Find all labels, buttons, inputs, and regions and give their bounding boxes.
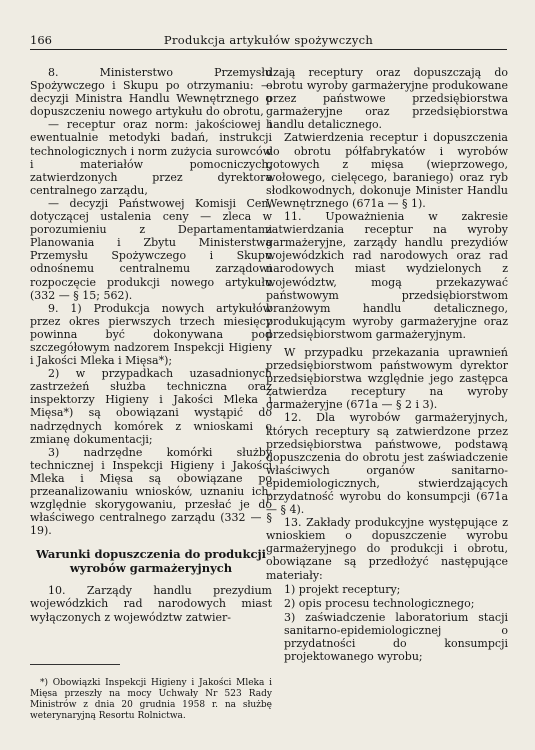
left-column (30, 66, 272, 624)
page-header (30, 33, 507, 50)
paragraph-uprawnienia: W przypadku przekazania uprawnień przedsiębiorstwom państwowym dyrektor przedsiębiorstwa względnie jego zastępca zatwierdza receptury na wyroby garmażeryjne (671a — § 2 i 3). (266, 345, 508, 412)
section-heading: Warunki dopuszczenia do produkcji wyrobów garmażeryjnych (35, 547, 267, 575)
footnote: *) Obowiązki Inspekcji Higieny i Jakości Mleka i Mięsa przeszły na mocy Uchwały Nr 523 Rady Ministrów z dnia 20 grudnia 1958 r. na służbę weterynaryjną Resortu Rolnictwa. (30, 678, 272, 721)
paragraph-12: 12. Dla wyrobów garmażeryjnych, których receptury są zatwierdzone przez przedsiębiorstwa państwowe, podstawą dopuszczenia do obrotu jest zaświadczenie właściwych organów sanitarno-epidemiologicznych, stwierdzających przydatność wyrobu do konsumpcji (671a — § 4). (266, 411, 508, 517)
list-item: 3) zaświadczenie laboratorium stacji sanitarno-epidemiologicznej o przydatności do konsumpcji projektowanego wyrobu; (284, 610, 508, 664)
running-title: Produkcja artykułów spożywczych (163, 33, 374, 47)
list-item: 2) opis procesu technologicznego; (284, 596, 475, 610)
paragraph-10: 10. Zarządy handlu prezydium wojewódzkich rad narodowych miast wyłączonych z województw zatwier- (30, 584, 272, 624)
paragraph-8-receptur: — receptur oraz norm: jakościowej i ewentualnie metodyki badań, instrukcji technologicznych i norm zużycia surowców i materiałów pomocniczych, zatwierdzonych przez dyrektora centralnego zarządu, (30, 118, 272, 197)
page-number: 166 (30, 33, 52, 47)
paragraph-10-continued: dzają receptury oraz dopuszczają do obrotu wyroby garmażeryjne produkowane przez państwowe przedsiębiorstwa garmażeryjne oraz przedsiębiorstwa handlu detalicznego. (266, 66, 508, 132)
paragraph-9-1: 9. 1) Produkcja nowych artykułów przez okres pierwszych trzech miesięcy powinna być dokonywana pod szczegółowym nadzorem Inspekcji Higieny i Jakości Mleka i Mięsa*); (30, 301, 272, 368)
paragraph-9-2: 2) w przypadkach uzasadnionych zastrzeżeń służba techniczna oraz inspektorzy Higieny i Jakości Mleka i Mięsa*) są obowiązani wystąpić do nadrzędnych komórek z wnioskami o zmianę dokumentacji; (30, 367, 272, 446)
paragraph-8: 8. Ministerstwo Przemysłu Spożywczego i Skupu po otrzymaniu: — decyzji Ministra Handlu Wewnętrznego o dopuszczeniu nowego artykułu do obrotu, (30, 66, 272, 119)
footnote-divider (30, 664, 120, 665)
list-item: 1) projekt receptury; (284, 582, 401, 596)
paragraph-11: 11. Upoważnienia w zakresie zatwierdzania receptur na wyroby garmażeryjne, zarządy handlu prezydiów wojewódzkich rad narodowych oraz rad narodowych miast wydzielonych z województw, mogą przekazywać państwowym przedsiębiorstwom branżowym handlu detalicznego, produkującym wyroby garmażeryjne oraz przedsiębiorstwom garmażeryjnym. (266, 210, 508, 341)
paragraph-8-decyzji: — decyzji Państwowej Komisji Cen, dotyczącej ustalenia ceny — zleca w porozumieniu z Departamentami Planowania i Zbytu Ministerstwa Przemysłu Spożywczego i Skupu odnośnemu centralnemu zarządowi rozpoczęcie produkcji nowego artykułu (332 — § 15; 562). (30, 196, 272, 302)
paragraph-9-3: 3) nadrzędne komórki służby technicznej i Inspekcji Higieny i Jakości Mleka i Mięsa są obowiązane po przeanalizowaniu wniosków, uznaniu ich, względnie skorygowaniu, przesłać je do właściwego centralnego zarządu (332 — § 19). (30, 445, 272, 538)
paragraph-zatwierdzenia: Zatwierdzenia receptur i dopuszczenia do obrotu półfabrykatów i wyrobów gotowych z mięsa (wieprzowego, wołowego, cielęcego, baraniego) oraz ryb słodkowodnych, dokonuje Minister Handlu Wewnętrznego (671a — § 1). (266, 131, 508, 210)
right-column (266, 66, 508, 663)
paragraph-13: 13. Zakłady produkcyjne występujące z wnioskiem o dopuszczenie wyrobu garmażeryjnego do produkcji i obrotu, obowiązane są przedłożyć następujące materiały: (266, 516, 508, 582)
